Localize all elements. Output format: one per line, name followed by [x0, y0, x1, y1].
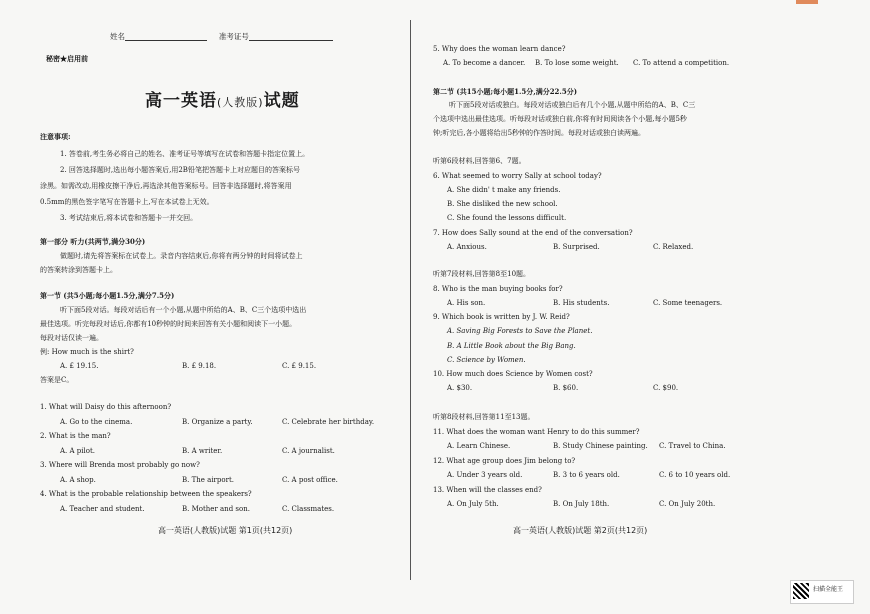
- option: C. Travel to China.: [659, 442, 726, 450]
- option: C. Classmates.: [282, 505, 335, 513]
- ticket-label: 准考证号: [218, 32, 249, 41]
- section2-desc: 钟;听完后,各小题将给出5秒钟的作答时间。每段对话或独白读两遍。: [433, 129, 646, 137]
- option: B. The airport.: [182, 476, 234, 484]
- question: 13. When will the classes end?: [433, 486, 542, 494]
- option: C. $90.: [653, 384, 679, 392]
- example-question: 例: How much is the shirt?: [40, 348, 134, 356]
- option: C. £ 9.15.: [282, 362, 317, 370]
- part1-desc: 做题时,请先将答案标在试卷上。录音内容结束后,你将有两分钟的时间将试卷上: [60, 252, 303, 260]
- notice-item: 0.5mm的黑色签字笔写在答题卡上,写在本试卷上无效。: [40, 198, 214, 206]
- option: C. Science by Women.: [447, 356, 526, 364]
- corner-mark: [796, 0, 818, 4]
- option: A. $30.: [447, 384, 473, 392]
- option: C. On July 20th.: [659, 500, 716, 508]
- option: C. She found the lessons difficult.: [447, 214, 567, 222]
- question: 7. How does Sally sound at the end of the conversation?: [433, 229, 633, 237]
- page-divider: [410, 20, 411, 580]
- scanner-label: 扫描全能王: [813, 586, 844, 593]
- part1-desc: 的答案转涂到答题卡上。: [40, 266, 117, 274]
- question: 3. Where will Brenda most probably go now?: [40, 461, 200, 469]
- option: B. To lose some weight.: [535, 59, 619, 67]
- name-field: [110, 32, 333, 41]
- notice-item: 涂黑。如需改动,用橡皮擦干净后,再选涂其他答案标号。回答非选择题时,将答案用: [40, 182, 292, 190]
- page-1: [40, 0, 398, 614]
- option: B. On July 18th.: [553, 500, 610, 508]
- material-heading: 听第7段材料,回答第8至10题。: [433, 270, 531, 278]
- option: B. Organize a party.: [182, 418, 253, 426]
- option: C. Relaxed.: [653, 243, 694, 251]
- option: C. To attend a competition.: [633, 59, 730, 67]
- question: 4. What is the probable relationship between the speakers?: [40, 490, 252, 498]
- name-label: 姓名: [110, 32, 125, 41]
- section1-desc: 每段对话仅读一遍。: [40, 334, 103, 342]
- option: A. On July 5th.: [447, 500, 499, 508]
- option: A. To become a dancer.: [443, 59, 526, 67]
- option: A. Saving Big Forests to Save the Planet.: [447, 327, 593, 335]
- option: C. A journalist.: [282, 447, 335, 455]
- question: 2. What is the man?: [40, 432, 111, 440]
- option: B. A writer.: [182, 447, 223, 455]
- material-heading: 听第6段材料,回答第6、7题。: [433, 157, 526, 165]
- question: 12. What age group does Jim belong to?: [433, 457, 576, 465]
- option: A. A pilot.: [60, 447, 95, 455]
- option: B. His students.: [553, 299, 610, 307]
- notice-item: 2. 回答选择题时,选出每小题答案后,用2B铅笔把答题卡上对应题目的答案标号: [60, 166, 300, 174]
- section2-desc: 听下面5段对话或独白。每段对话或独白后有几个小题,从题中所给的A、B、C三: [449, 101, 696, 109]
- question: 5. Why does the woman learn dance?: [433, 45, 566, 53]
- scanner-watermark: [790, 580, 854, 604]
- option: B. £ 9.18.: [182, 362, 217, 370]
- question: 6. What seemed to worry Sally at school today?: [433, 172, 602, 180]
- notice-item: 3. 考试结束后,将本试卷和答题卡一并交回。: [60, 214, 198, 222]
- option: A. £ 19.15.: [60, 362, 99, 370]
- option: B. Study Chinese painting.: [553, 442, 648, 450]
- option: A. Learn Chinese.: [447, 442, 511, 450]
- section1-desc: 听下面5段对话。每段对话后有一个小题,从题中所给的A、B、C三个选项中选出: [60, 306, 307, 314]
- section2-heading: 第二节 (共15小题;每小题1.5分,满分22.5分): [433, 87, 578, 96]
- option: B. $60.: [553, 384, 579, 392]
- page-title: 高一英语(人教版)试题: [145, 91, 300, 111]
- page-2: [433, 0, 763, 614]
- question: 11. What does the woman want Henry to do this summer?: [433, 428, 640, 436]
- option: C. 6 to 10 years old.: [659, 471, 731, 479]
- option: A. Teacher and student.: [60, 505, 145, 513]
- option: A. Under 3 years old.: [447, 471, 523, 479]
- option: A. Anxious.: [447, 243, 487, 251]
- option: B. She disliked the new school.: [447, 200, 558, 208]
- option: C. Some teenagers.: [653, 299, 723, 307]
- option: C. A post office.: [282, 476, 338, 484]
- confidential-mark: 秘密★启用前: [46, 54, 88, 63]
- question: 9. Which book is written by J. W. Reid?: [433, 313, 570, 321]
- section1-desc: 最佳选项。听完每段对话后,你都有10秒钟的时间来回答有关小题和阅读下一小题。: [40, 320, 297, 328]
- part1-heading: 第一部分 听力(共两节,满分30分): [40, 237, 146, 246]
- option: A. A shop.: [60, 476, 96, 484]
- material-heading: 听第8段材料,回答第11至13题。: [433, 413, 535, 421]
- page-footer: 高一英语(人教版)试题 第1页(共12页): [158, 526, 293, 535]
- option: B. A Little Book about the Big Bang.: [447, 342, 576, 350]
- option: A. Go to the cinema.: [60, 418, 133, 426]
- option: B. Mother and son.: [182, 505, 250, 513]
- section1-heading: 第一节 (共5小题;每小题1.5分,满分7.5分): [40, 291, 175, 300]
- question: 8. Who is the man buying books for?: [433, 285, 563, 293]
- question: 10. How much does Science by Women cost?: [433, 370, 593, 378]
- option: C. Celebrate her birthday.: [282, 418, 375, 426]
- option: A. She didn' t make any friends.: [447, 186, 561, 194]
- option: A. His son.: [447, 299, 486, 307]
- question: 1. What will Daisy do this afternoon?: [40, 403, 172, 411]
- qr-code-icon: [793, 583, 809, 599]
- option: B. Surprised.: [553, 243, 600, 251]
- example-answer: 答案是C。: [40, 376, 74, 384]
- section2-desc: 个选项中选出最佳选项。听每段对话或独白前,你将有时间阅读各个小题,每小题5秒: [433, 115, 687, 123]
- notice-item: 1. 答卷前,考生务必将自己的姓名、准考证号等填写在试卷和答题卡指定位置上。: [60, 150, 310, 158]
- option: B. 3 to 6 years old.: [553, 471, 620, 479]
- page-footer: 高一英语(人教版)试题 第2页(共12页): [513, 526, 648, 535]
- notice-heading: 注意事项:: [40, 132, 71, 141]
